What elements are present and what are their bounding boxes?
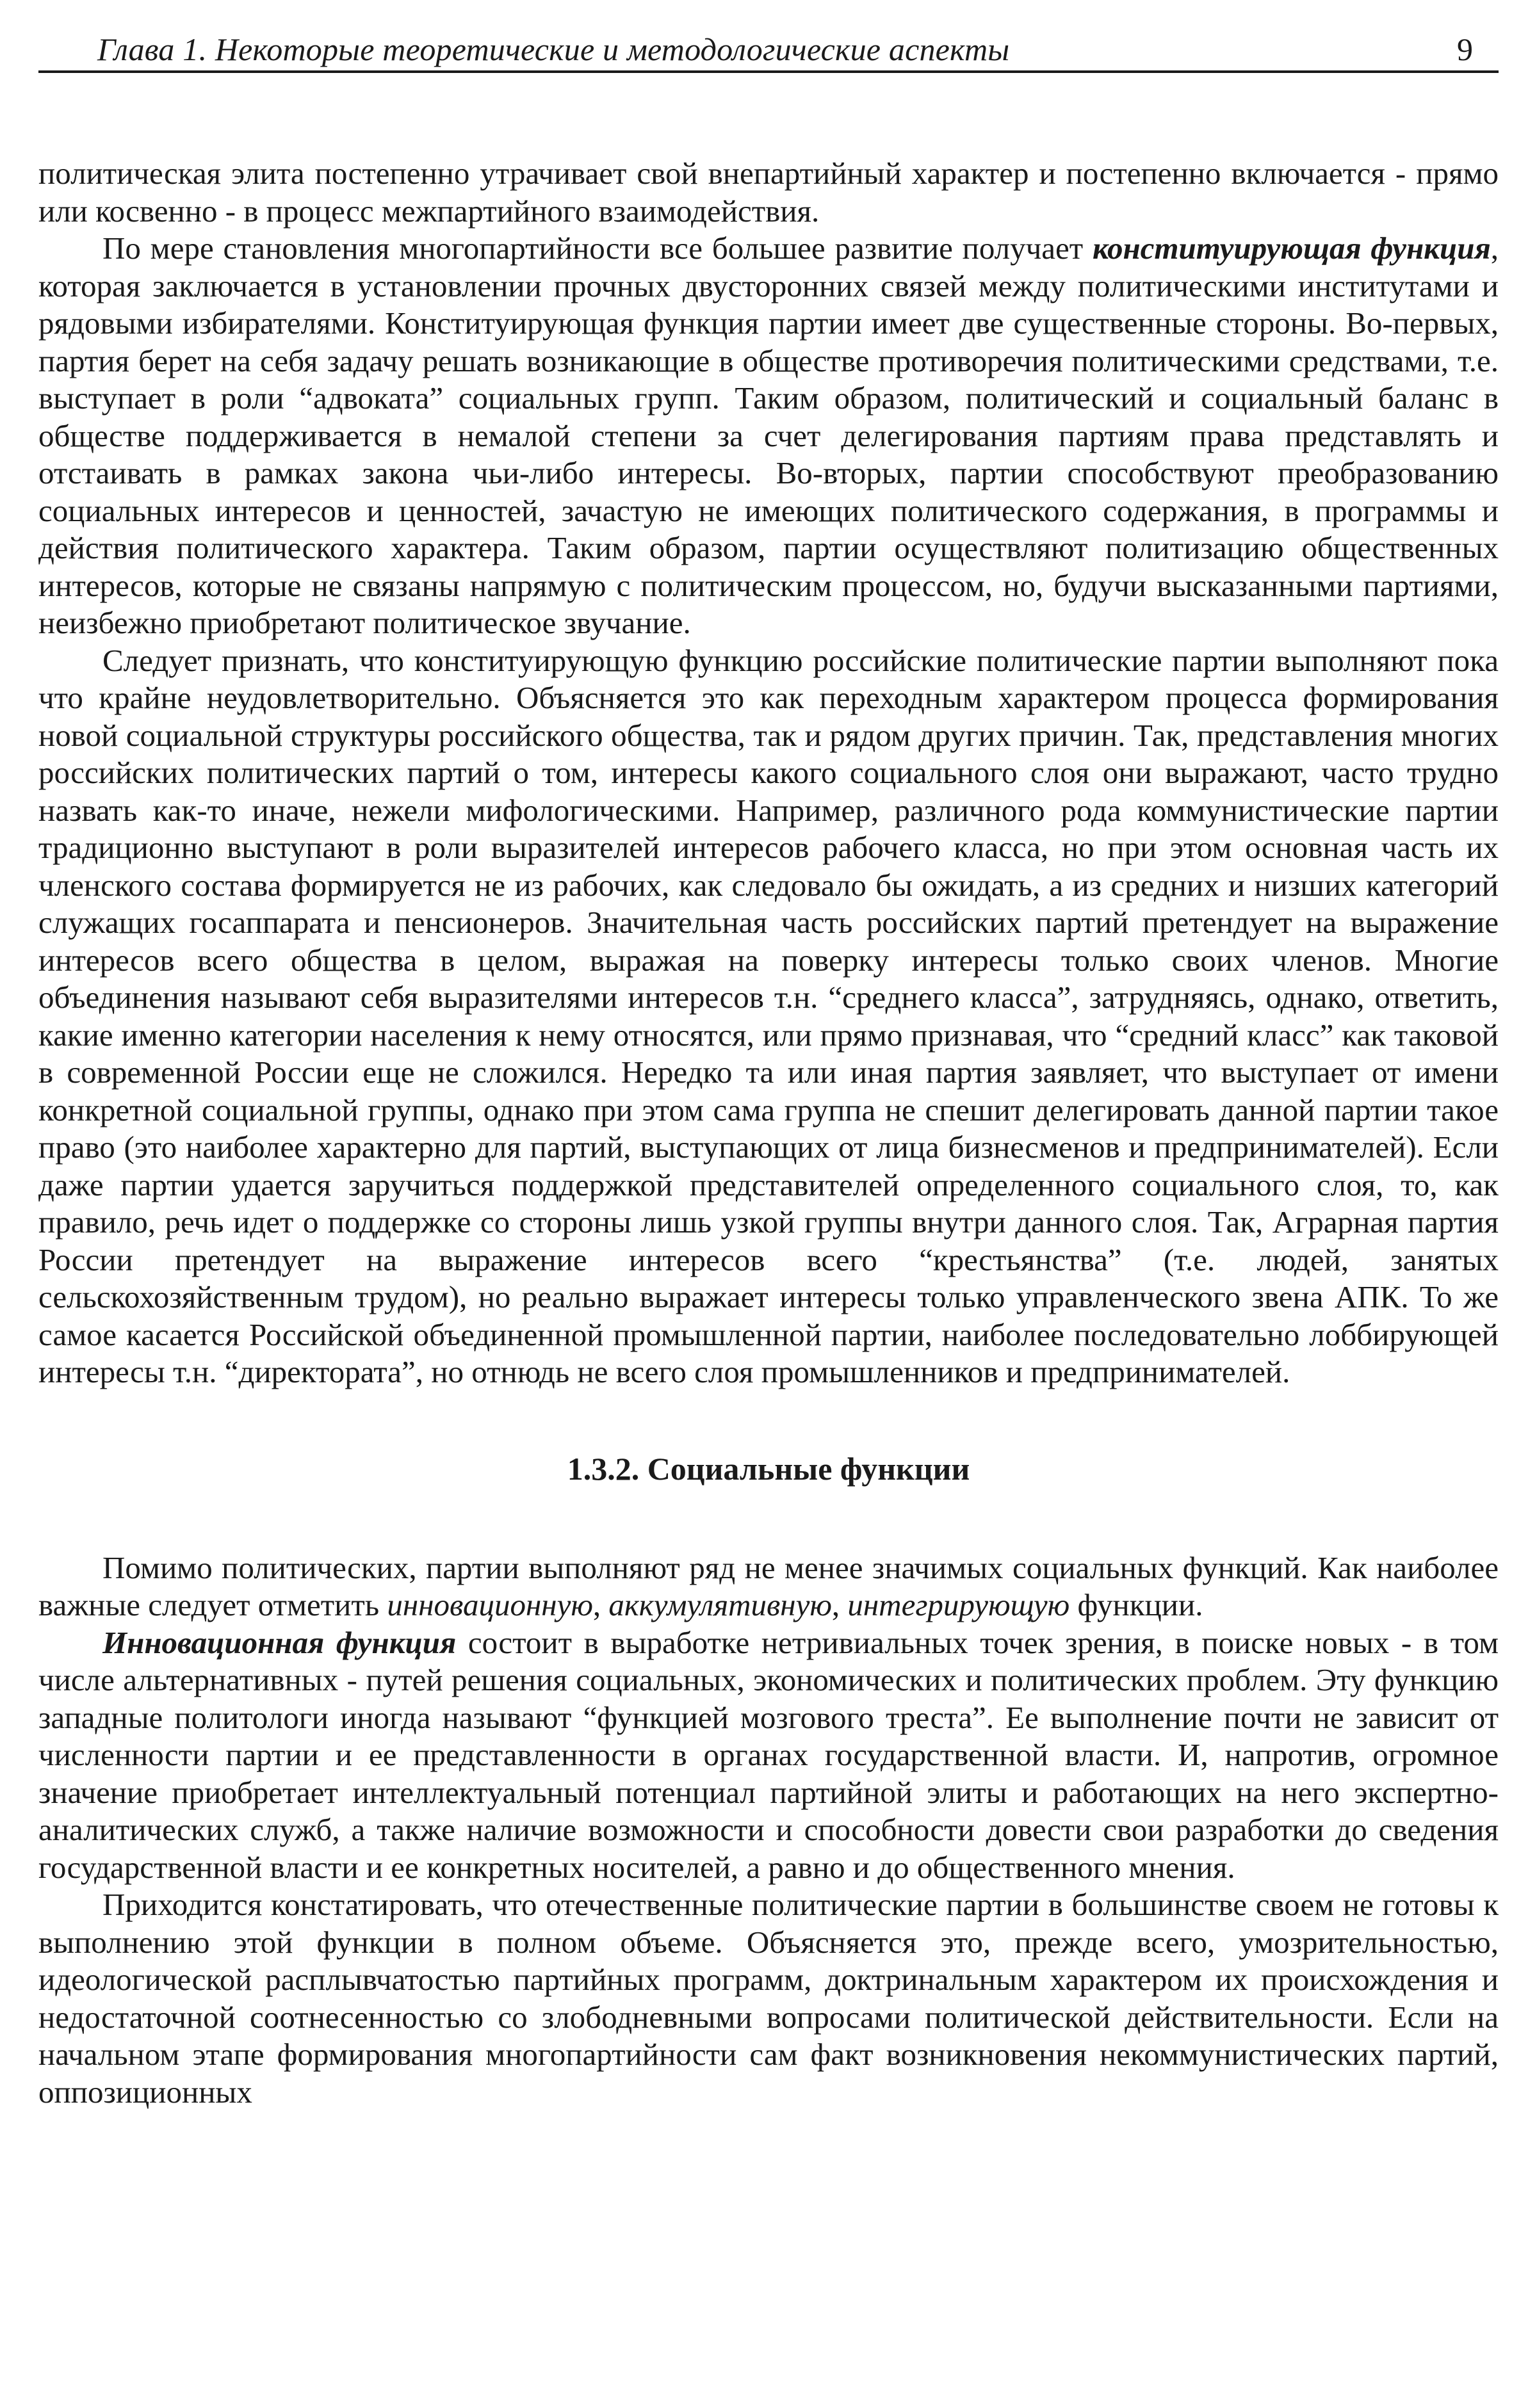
paragraph-1: политическая элита постепенно утрачивает свой внепартийный характер и постепенно включается - прямо или косвенно - в процесс межпартийного взаимодействия. [38, 156, 1499, 229]
document-page [38, 19, 1499, 2111]
section-heading: 1.3.2. Социальные функции [567, 1450, 970, 1487]
term-accumulative: аккумулятивную [608, 1587, 832, 1622]
term-integrating: интегрирующую [847, 1587, 1070, 1622]
paragraph-4: Помимо политических, партии выполняют ряд не менее значимых социальных функций. Как наиболее важные следует отметить инновационную, аккумулятивную, интегрирующую функции. [38, 1549, 1499, 1622]
term-constituting-function: конституирующая функция [1093, 230, 1491, 266]
chapter-title: Глава 1. Некоторые теоретические и методологические аспекты [97, 31, 1010, 67]
page-number: 9 [1457, 31, 1473, 67]
main-text [38, 155, 1499, 2111]
running-header [38, 19, 1499, 73]
paragraph-2: По мере становления многопартийности все большее развитие получает конституирующая функция, которая заключается в установлении прочных двусторонних связей между политическими институтами и рядовыми избирателями. Конституирующая функция партии имеет две существенные стороны. Во-первых, партия берет на себя задачу решать возникающие в обществе противоречия политическими средствами, т.е. выступает в роли “адвоката” социальных групп. Таким образом, политический и социальный баланс в обществе поддерживается в немалой степени за счет делегирования партиям права представлять и отстаивать в рамках закона чьи-либо интересы. Во-вторых, партии способствуют преобразованию социальных интересов и ценностей, зачастую не имеющих политического содержания, в программы и действия политического характера. Таким образом, партии осуществляют политизацию общественных интересов, которые не связаны напрямую с политическим процессом, но, будучи высказанными партиями, неизбежно приобретают политическое звучание. [38, 230, 1499, 640]
paragraph-5: Инновационная функция состоит в выработке нетривиальных точек зрения, в поиске новых - в том числе альтернативных - путей решения социальных, экономических и политических проблем. Эту функцию западные политологи иногда называют “функцией мозгового треста”. Ее выполнение почти не зависит от численности партии и ее представленности в органах государственной власти. И, напротив, огромное значение приобретает интеллектуальный потенциал партийной элиты и работающих на него экспертно-аналитических служб, а также наличие возможности и способности довести свои разработки до сведения государственной власти и ее конкретных носителей, а равно и до общественного мнения. [38, 1624, 1499, 1885]
paragraph-6: Приходится констатировать, что отечественные политические партии в большинстве своем не готовы к выполнению этой функции в полном объеме. Объясняется это, прежде всего, умозрительностью, идеологической расплывчатостью партийных программ, доктринальным характером их происхождения и недостаточной соотнесенностью со злободневными вопросами политической действительности. Если на начальном этапе формирования многопартийности сам факт возникновения некоммунистических партий, оппозиционных [38, 1887, 1499, 2110]
term-innovative: инновационную [387, 1587, 593, 1622]
term-innovative-function: Инновационная функция [102, 1624, 457, 1660]
paragraph-3: Следует признать, что конституирующую функцию российские политические партии выполняют пока что крайне неудовлетворительно. Объясняется это как переходным характером процесса формирования новой социальной структуры российского общества, так и рядом других причин. Так, представления многих российских политических партий о том, интересы какого социального слоя они выражают, часто трудно назвать как-то иначе, нежели мифологическими. Например, различного рода коммунистические партии традиционно выступают в роли выразителей интересов рабочего класса, но при этом основная часть их членского состава формируется не из рабочих, как следовало бы ожидать, а из средних и низших категорий служащих госаппарата и пенсионеров. Значительная часть российских партий претендует на выражение интересов всего общества в целом, выражая на поверку интересы только своих членов. Многие объединения называют себя выразителями интересов т.н. “среднего класса”, затрудняясь, однако, ответить, какие именно категории населения к нему относятся, или прямо признавая, что “средний класс” как таковой в современной России еще не сложился. Нередко та или иная партия заявляет, что выступает от имени конкретной социальной группы, однако при этом сама группа не спешит делегировать данной партии такое право (это наиболее характерно для партий, выступающих от лица бизнесменов и предпринимателей). Если даже партии удается заручиться поддержкой представителей определенного социального слоя, то, как правило, речь идет о поддержке со стороны лишь узкой группы внутри данного слоя. Так, Аграрная партия России претендует на выражение интересов всего “крестьянства” (т.е. людей, занятых сельскохозяйственным трудом), но реально выражает интересы только управленческого звена АПК. То же самое касается Российской объединенной промышленной партии, наиболее последовательно лоббирующей интересы т.н. “директората”, но отнюдь не всего слоя промышленников и предпринимателей. [38, 642, 1499, 1389]
